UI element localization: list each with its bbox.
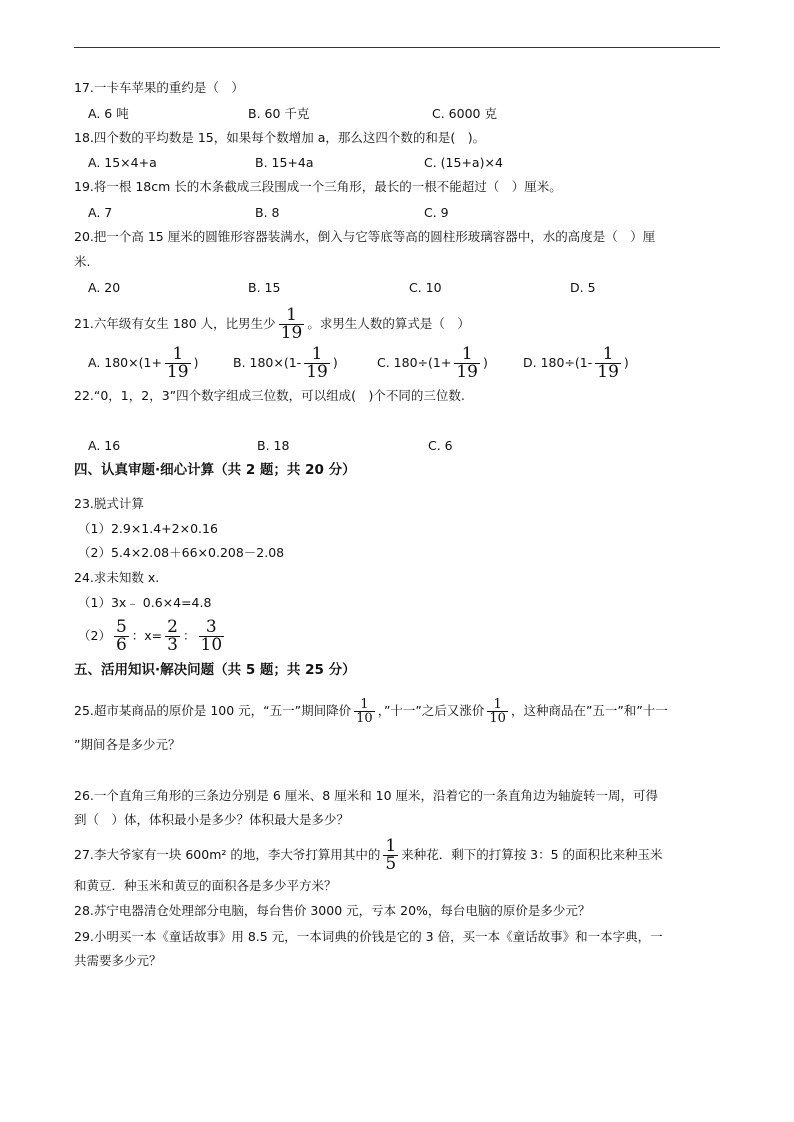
q19-stem: 19.将一根 18cm 长的木条截成三段围成一个三角形，最长的一根不能超过（ ）厘米。 xyxy=(74,179,562,194)
q25-frac2 xyxy=(487,698,508,725)
section5-title: 五、活用知识·解决问题（共 5 题；共 25 分） xyxy=(74,662,356,678)
q19-option-b: B. 8 xyxy=(255,205,280,220)
q21-b-fraction xyxy=(304,346,330,381)
q23-part1: （1）2.9×1.4+2×0.16 xyxy=(78,521,218,536)
q21-frac-num: 1 xyxy=(286,305,297,325)
q21-c-fraction xyxy=(454,346,480,381)
q17-option-a: A. 6 吨 xyxy=(88,106,129,121)
q26-line1: 26.一个直角三角形的三条边分别是 6 厘米、8 厘米和 10 厘米，沿着它的一条直角边为轴旋转一周，可得 xyxy=(74,788,659,803)
q20-option-a: A. 20 xyxy=(88,280,121,295)
q20-option-b: B. 15 xyxy=(248,280,281,295)
q21-d-close: ) xyxy=(623,355,629,370)
q24-frac3-num: 3 xyxy=(205,617,217,637)
q21-option-b xyxy=(233,345,338,381)
q19-option-a: A. 7 xyxy=(88,205,113,220)
q25-frac1-num: 1 xyxy=(360,697,369,712)
q21-b-den: 19 xyxy=(306,362,328,382)
q24-frac2-num: 2 xyxy=(167,617,178,637)
q25-text-mid: ，”十一”之后又涨价 xyxy=(377,703,485,718)
q23-stem: 23.脱式计算 xyxy=(74,496,144,511)
q21-frac-den: 19 xyxy=(280,323,303,343)
q27-text-pre: 27.李大爷家有一块 600m² 的地，李大爷打算用其中的 xyxy=(74,847,381,862)
q20-option-c: C. 10 xyxy=(409,280,442,295)
q27-fraction xyxy=(383,838,398,873)
q21-option-c xyxy=(377,345,488,381)
q18-option-b: B. 15+4a xyxy=(255,155,314,170)
q26-line2: 到（ ）体，体积最小是多少？体积最大是多少？ xyxy=(74,812,350,827)
q27-frac-den: 5 xyxy=(385,854,397,874)
q21-c-text: C. 180÷(1+ xyxy=(377,355,452,370)
q21-a-close: ) xyxy=(193,355,199,370)
q24-part1: （1）3x﹣ 0.6×4=4.8 xyxy=(78,595,212,610)
q21-d-den: 19 xyxy=(597,362,619,382)
q23-part2: （2）5.4×2.08＋66×0.208－2.08 xyxy=(78,545,285,560)
q24-part2-label: （2） xyxy=(78,628,111,643)
q21-c-close: ) xyxy=(482,355,488,370)
q21-a-num: 1 xyxy=(172,344,184,364)
q22-option-b: B. 18 xyxy=(257,438,290,453)
q24-frac1 xyxy=(114,619,129,654)
q21-d-num: 1 xyxy=(602,344,614,364)
q21-b-close: ) xyxy=(332,355,338,370)
q21-b-text: B. 180×(1- xyxy=(233,355,302,370)
q20-stem-cont: 米. xyxy=(74,254,91,269)
q24-stem: 24.求未知数 x. xyxy=(74,570,160,585)
q21-c-num: 1 xyxy=(461,344,473,364)
q24-frac2-den: 3 xyxy=(167,635,178,655)
q21-fraction xyxy=(279,307,305,342)
q25-text-pre: 25.超市某商品的原价是 100 元，“五一”期间降价 xyxy=(74,703,352,718)
q27-frac-num: 1 xyxy=(385,836,397,856)
q24-frac1-den: 6 xyxy=(115,635,127,655)
q17-stem: 17.一卡车苹果的重约是（ ） xyxy=(74,80,244,95)
q22-option-a: A. 16 xyxy=(88,438,121,453)
q17-option-c: C. 6000 克 xyxy=(432,106,497,121)
q25-line2: ”期间各是多少元？ xyxy=(74,737,181,752)
q18-option-a: A. 15×4+a xyxy=(88,155,157,170)
q24-ratio-colon: ： xyxy=(182,628,196,643)
q22-option-c: C. 6 xyxy=(428,438,453,453)
q24-ratio-x: ：x= xyxy=(131,628,163,643)
q21-option-d xyxy=(523,345,629,381)
q25-frac1 xyxy=(354,698,375,725)
q22-stem: 22.“0，1，2，3”四个数字组成三位数，可以组成( )个不同的三位数. xyxy=(74,388,465,403)
q25-text-post: ，这种商品在”五一”和”十一 xyxy=(510,703,668,718)
q27-line1 xyxy=(74,836,663,874)
q24-frac3 xyxy=(199,619,225,654)
q18-option-c: C. (15+a)×4 xyxy=(424,155,503,170)
q21-d-fraction xyxy=(595,346,621,381)
section4-title: 四、认真审题·细心计算（共 2 题；共 20 分） xyxy=(74,462,356,478)
q25-line1 xyxy=(74,694,668,728)
q21-a-text: A. 180×(1+ xyxy=(88,355,162,370)
q29-line1: 29.小明买一本《童话故事》用 8.5 元，一本词典的价钱是它的 3 倍，买一本《童话故事》和一本字典，一 xyxy=(74,929,663,944)
q17-option-b: B. 60 千克 xyxy=(248,106,310,121)
q24-part2 xyxy=(78,618,227,654)
q25-frac2-den: 10 xyxy=(489,711,506,726)
q21-option-a xyxy=(88,345,198,381)
q27-line2: 和黄豆．种玉米和黄豆的面积各是多少平方米？ xyxy=(74,878,337,893)
q29-line2: 共需要多少元？ xyxy=(74,953,162,968)
q21-stem xyxy=(74,306,470,342)
q21-c-den: 19 xyxy=(456,362,478,382)
q19-option-c: C. 9 xyxy=(424,205,449,220)
q28-line1: 28.苏宁电器清仓处理部分电脑，每台售价 3000 元，亏本 20%，每台电脑的原价是多少元？ xyxy=(74,903,591,918)
q24-frac3-den: 10 xyxy=(200,635,223,655)
q21-stem-post: 。求男生人数的算式是（ ） xyxy=(307,316,470,331)
q21-d-text: D. 180÷(1- xyxy=(523,355,593,370)
q25-frac1-den: 10 xyxy=(356,711,373,726)
q18-stem: 18.四个数的平均数是 15，如果每个数增加 a，那么这四个数的和是( )。 xyxy=(74,130,486,145)
q21-a-den: 19 xyxy=(166,362,189,382)
q20-stem: 20.把一个高 15 厘米的圆锥形容器装满水，倒入与它等底等高的圆柱形玻璃容器中，水的高度是（ ）厘 xyxy=(74,229,656,244)
q25-frac2-num: 1 xyxy=(493,697,502,712)
q21-stem-pre: 21.六年级有女生 180 人，比男生少 xyxy=(74,316,276,331)
q24-frac2 xyxy=(165,619,180,654)
q21-a-fraction xyxy=(165,346,191,381)
q20-option-d: D. 5 xyxy=(570,280,596,295)
q21-b-num: 1 xyxy=(311,344,323,364)
header-rule xyxy=(74,47,720,48)
q27-text-post: 来种花．剩下的打算按 3：5 的面积比来种玉米 xyxy=(401,847,663,862)
q24-frac1-num: 5 xyxy=(115,617,127,637)
